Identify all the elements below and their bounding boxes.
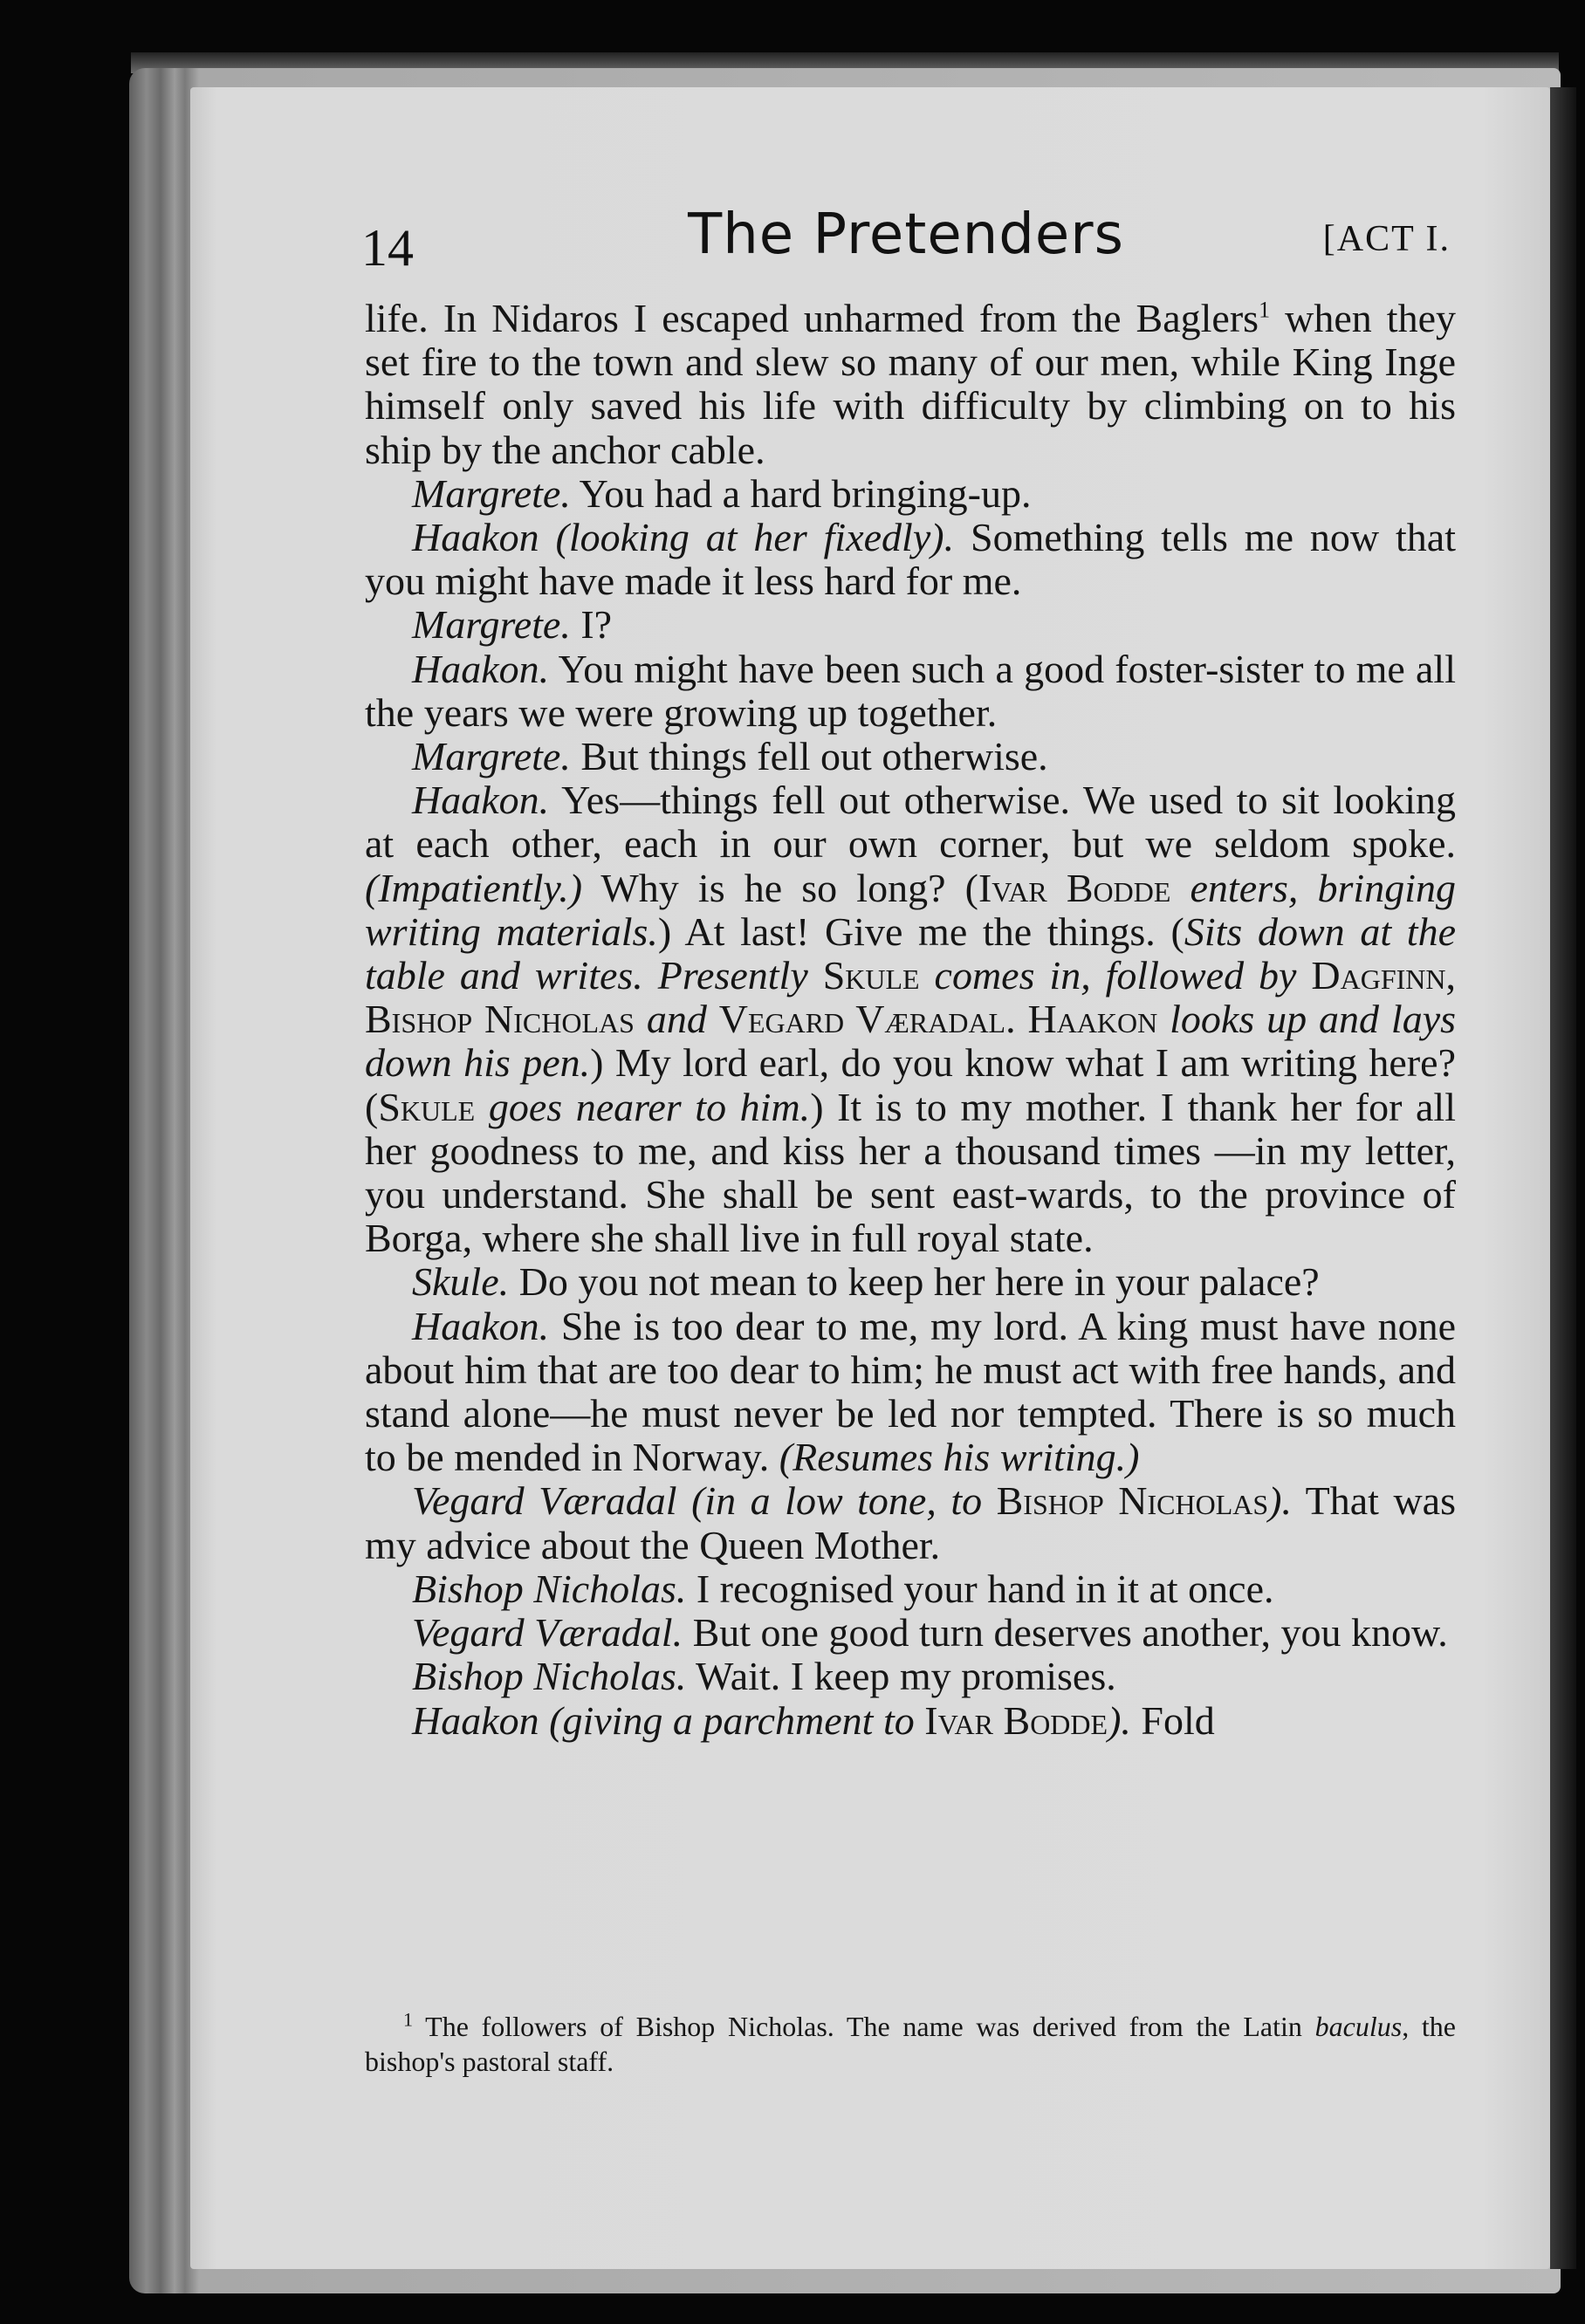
stage-direction: (giving a parchment to xyxy=(539,1697,925,1743)
speech-text: ) At last! Give me the things. ( xyxy=(657,908,1184,954)
footnote-reference: 1 xyxy=(1259,297,1271,323)
stage-direction: enters, bringing writing materials. xyxy=(365,865,1456,954)
character-name: Ivar Bodde xyxy=(978,865,1171,910)
speech xyxy=(365,472,1456,516)
speech-text: Do you not mean to keep her here in your palace? xyxy=(509,1259,1320,1305)
speech-text: I? xyxy=(570,602,613,648)
stage-direction: (Impatiently.) xyxy=(365,865,583,910)
speech-text: You had a hard bringing-up. xyxy=(570,470,1032,516)
character-name: Dagfinn, Bishop Nicholas xyxy=(365,953,1457,1042)
speech xyxy=(365,1655,1456,1698)
speaker-name: Bishop Nicholas. xyxy=(412,1654,687,1699)
speaker-name: Skule. xyxy=(412,1259,510,1305)
speaker-name: Haakon xyxy=(412,1697,539,1743)
character-name: Ivar Bodde xyxy=(924,1697,1108,1743)
speech xyxy=(365,1260,1456,1304)
play-text xyxy=(365,297,1456,1743)
speech-text: That was my advice about the Queen Mother. xyxy=(365,1478,1456,1567)
speech-text: But one good turn deserves another, you know. xyxy=(683,1610,1448,1656)
speech-text: You might have been such a good foster-sister to me all the years we were growing up together. xyxy=(365,646,1456,735)
act-label: [ACT I. xyxy=(1322,219,1451,259)
speaker-name: Bishop Nicholas. xyxy=(412,1566,687,1611)
footnote-number: 1 xyxy=(403,2008,413,2031)
stage-direction: (in a low tone, to xyxy=(676,1478,997,1524)
speech-text: Yes—things fell out otherwise. We used to sit looking at each other, each in our own corner, but we seldom spoke. xyxy=(365,778,1456,867)
speaker-name: Haakon. xyxy=(412,1303,550,1348)
speech xyxy=(365,603,1456,647)
character-name: Vegard Væradal. Haakon xyxy=(718,997,1158,1042)
speaker-name: Margrete. xyxy=(412,470,571,516)
footnote-latin-term: baculus xyxy=(1314,2011,1403,2042)
speech xyxy=(365,648,1456,735)
stage-direction: (Resumes his writing.) xyxy=(779,1435,1140,1480)
speaker-name: Margrete. xyxy=(412,734,571,779)
text: when they set fire to the town and slew so many of our men, while King Inge himself only saved his life with difficulty by climbing on to his ship by the anchor cable. xyxy=(365,296,1457,472)
speech-text: ) My lord earl, do you know what I am writing here? ( xyxy=(365,1040,1456,1129)
character-name: Skule xyxy=(822,953,920,998)
speaker-name: Haakon xyxy=(412,515,539,560)
speech xyxy=(365,1479,1456,1566)
paragraph xyxy=(365,297,1456,472)
speaker-name: Vegard Væradal. xyxy=(412,1610,683,1656)
speech-text: Fold xyxy=(1130,1697,1215,1743)
speech-text: She is too dear to me, my lord. A king must have none about him that are too dear to him; he must act with free hands, and stand alone—he must never be led nor tempted. There is so much to be mended in Norway. xyxy=(365,1303,1456,1480)
speaker-name: Haakon. xyxy=(412,646,550,691)
running-title: The Pretenders xyxy=(688,202,1124,267)
speech-text: Wait. I keep my promises. xyxy=(686,1654,1116,1699)
character-name: Bishop Nicholas xyxy=(996,1478,1269,1524)
speech xyxy=(365,1305,1456,1480)
speech xyxy=(365,1699,1456,1743)
page-number: 14 xyxy=(361,219,414,277)
footnote xyxy=(365,2009,1456,2079)
speaker-name: Haakon. xyxy=(412,778,550,823)
stage-direction: comes in, followed by xyxy=(919,953,1312,998)
stage-direction: ). xyxy=(1268,1478,1292,1524)
text: life. In Nidaros I escaped unharmed from the Baglers xyxy=(365,296,1259,340)
speech xyxy=(365,1611,1456,1655)
speech-text: Why is he so long? ( xyxy=(582,865,978,910)
speech-text: But things fell out otherwise. xyxy=(570,734,1048,779)
speech xyxy=(365,735,1456,778)
stage-direction: (looking at her fixedly). xyxy=(539,515,955,560)
running-header xyxy=(361,202,1451,281)
footnote-text: The followers of Bishop Nicholas. The name was derived from the Latin xyxy=(413,2011,1315,2042)
speech-text: I recognised your hand in it at once. xyxy=(686,1566,1274,1611)
stage-direction: ). xyxy=(1108,1697,1131,1743)
facing-page-edge xyxy=(1550,87,1576,2269)
stage-direction: and xyxy=(634,997,719,1042)
speech xyxy=(365,1567,1456,1611)
stage-direction: goes nearer to him. xyxy=(475,1084,811,1129)
speech-text: Something tells me now that you might have made it less hard for me. xyxy=(365,515,1456,604)
footnote-text: , the bishop's pastoral staff. xyxy=(365,2011,1457,2077)
character-name: Skule xyxy=(378,1084,476,1129)
stage-direction: looks up and lays down his pen. xyxy=(365,997,1457,1086)
speech xyxy=(365,516,1456,603)
stage-direction: Sits down at the table and writes. Presently xyxy=(365,908,1457,998)
speech-text: ) It is to my mother. I thank her for all her goodness to me, and kiss her a thousand times —in my letter, you understand. She shall be sent east-wards, to the province of Borga, where she shall live in full royal state. xyxy=(365,1084,1456,1261)
speaker-name: Margrete. xyxy=(412,602,571,648)
speaker-name: Vegard Væradal xyxy=(412,1478,677,1524)
speech xyxy=(365,778,1456,1260)
